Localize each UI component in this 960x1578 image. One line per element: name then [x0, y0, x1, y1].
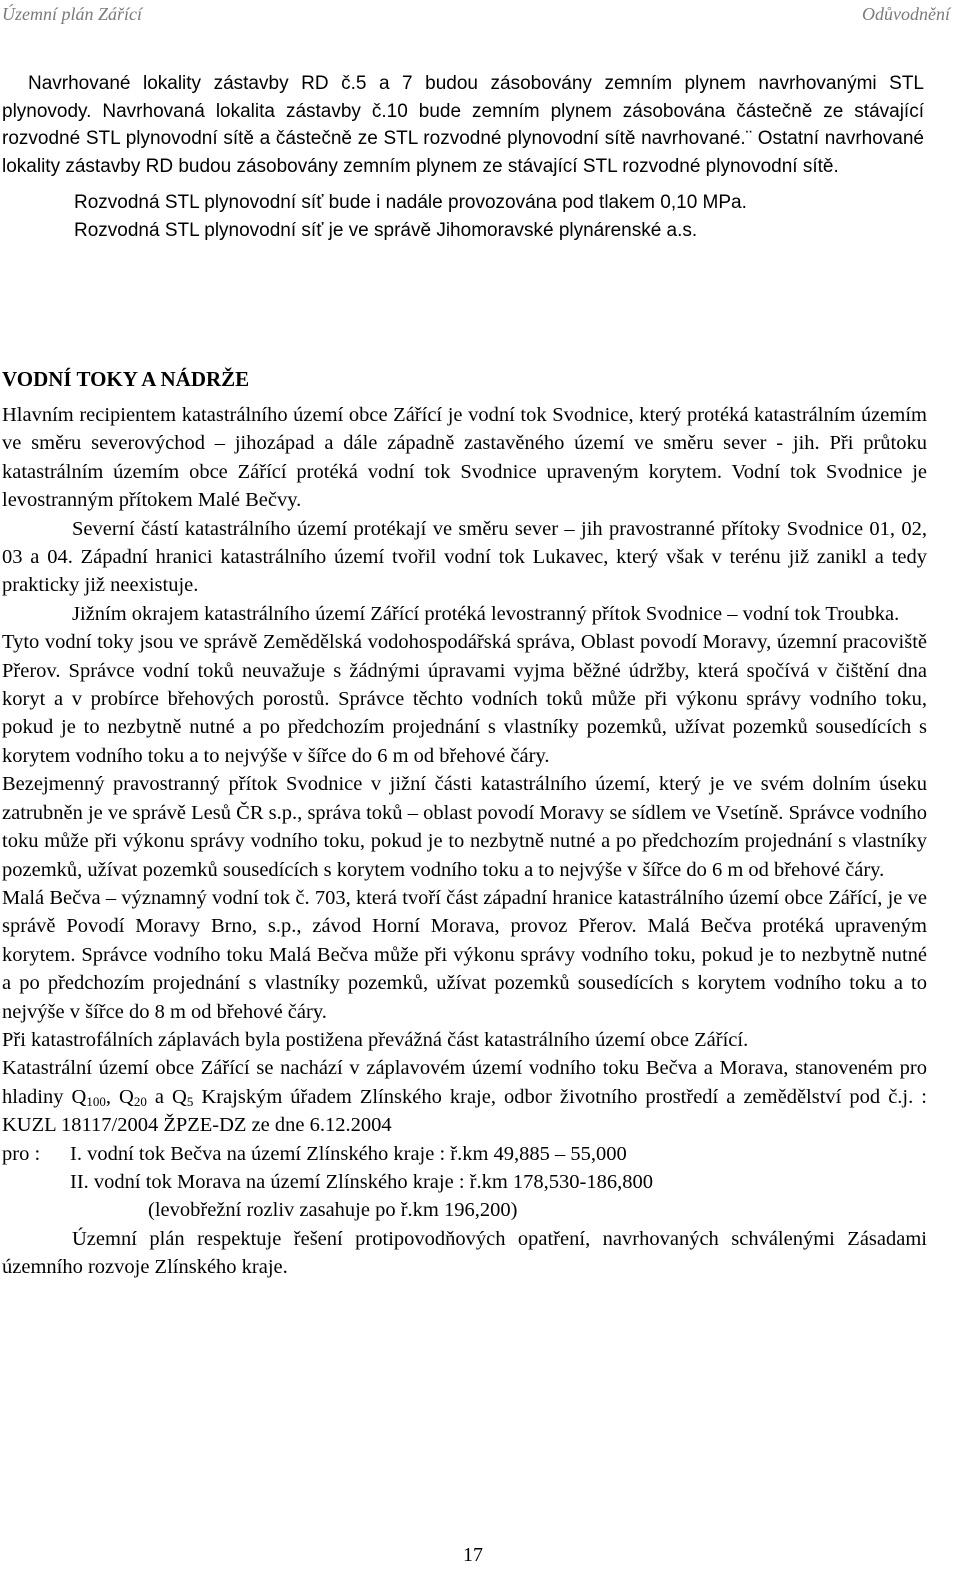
water-paragraph-conclusion: Územní plán respektuje řešení protipovodňových opatření, navrhovaných schválenými Zásadami územního rozvoje Zlínského kraje.	[2, 1227, 927, 1279]
water-paragraph-north: Severní částí katastrálního území protékají ve směru sever – jih pravostranné přítoky Svodnice 01, 02, 03 a 04. Západní hranici katastrálního území tvořil vodní tok Lukavec, který však v terénu již zanikl a tedy prakticky již neexistuje.	[2, 517, 927, 597]
page-header	[2, 4, 950, 28]
header-section-title: Odůvodnění	[862, 4, 950, 24]
gas-network-notes	[2, 189, 924, 244]
gas-paragraph: Navrhované lokality zástavby RD č.5 a 7 budou zásobovány zemním plynem navrhovanými STL plynovody. Navrhovaná lokalita zástavby č.10 bude zemním plynem zásobována částečně ze stávající rozvodné STL plynovodní sítě a částečně ze STL rozvodné plynovodní sítě navrhované.¨ Ostatní navrhované lokality zástavby RD budou zásobovány zemním plynem ze stávající STL rozvodné plynovodní sítě.	[2, 73, 924, 177]
flood-list-item-morava: II. vodní tok Morava na území Zlínského kraje : ř.km 178,530-186,800	[70, 1170, 653, 1193]
water-paragraph-flood-zone	[2, 1054, 927, 1139]
water-paragraph-management: Tyto vodní toky jsou ve správě Zemědělská vodohospodářská správa, Oblast povodí Moravy, územní pracoviště Přerov. Správce vodní toků neuvažuje s žádnými úpravami vyjma běžné údržby, která spočívá v čištění dna koryt a v probírce břehových porostů. Správce těchto vodních toků může při výkonu správy vodního toku, pokud je to nezbytně nutné a po předchozím projednání s vlastníky pozemků, užívat pozemků sousedících s korytem vodního toku a to nejvýše v šířce do 6 m od břehové čáry.	[2, 631, 927, 767]
page-number: 17	[463, 1544, 483, 1566]
water-paragraph-tributary: Bezejmenný pravostranný přítok Svodnice v jižní části katastrálního území, který je ve svém dolním úseku zatrubněn je ve správě Lesů ČR s.p., správa toků – oblast povodí Moravy se sídlem ve Vsetíně. Správce vodního toku může při výkonu správy vodního toku, pokud je to nezbytně nutné a po předchozím projednání s vlastníky pozemků, užívat pozemků sousedících s korytem vodního toku a to nejvýše v šířce do 6 m od břehové čáry.	[2, 773, 927, 881]
header-document-title: Územní plán Zářící	[2, 4, 143, 24]
gas-operator-line: Rozvodná STL plynovodní síť je ve správě Jihomoravské plynárenské a.s.	[74, 219, 698, 241]
flood-list-item-becva: I. vodní tok Bečva na území Zlínského kraje : ř.km 49,885 – 55,000	[70, 1142, 627, 1165]
water-paragraph-floods: Při katastrofálních záplavách byla postižena převážná část katastrálního území obce Zářící.	[2, 1028, 749, 1051]
q20-subscript: 20	[133, 1093, 147, 1109]
flood-zone-text-d: Krajským úřadem Zlínského kraje, odbor životního prostředí a zemědělství pod č.j. : KUZL 18117/2004 ŽPZE-DZ ze dne 6.12.2004	[2, 1085, 928, 1137]
water-paragraph-mala-becva: Malá Bečva – významný vodní tok č. 703, která tvoří část západní hranice katastrálního území obce Zářící, je ve správě Povodí Moravy Brno, s.p., závod Horní Morava, provoz Přerov. Malá Bečva protéká upraveným korytem. Správce vodního toku Malá Bečva může při výkonu správy vodního toku, pokud je to nezbytně nutné a po předchozím projednání s vlastníky pozemků, užívat pozemků sousedících s korytem vodního toku a to nejvýše v šířce do 8 m od břehové čáry.	[2, 886, 927, 1023]
flood-list-item-note: (levobřežní rozliv zasahuje po ř.km 196,200)	[148, 1199, 518, 1222]
gas-supply-section	[2, 70, 924, 244]
q5-subscript: 5	[186, 1093, 194, 1109]
water-paragraph-south: Jižním okrajem katastrálního území Zářící protéká levostranný přítok Svodnice – vodní tok Troubka.	[72, 602, 900, 625]
flood-zone-text-c: a Q	[146, 1085, 187, 1108]
flood-zone-text-b: , Q	[105, 1085, 134, 1108]
flood-zone-text-a: Katastrální území obce Zářící se nachází v záplavovém území vodního toku Bečva a Morava, stanoveném pro hladiny Q	[2, 1057, 927, 1108]
gas-pressure-line: Rozvodná STL plynovodní síť bude i nadále provozována pod tlakem 0,10 MPa.	[74, 192, 747, 213]
section-heading: VODNÍ TOKY A NÁDRŽE	[2, 367, 250, 391]
q100-subscript: 100	[86, 1093, 106, 1109]
flood-list-label: pro :	[2, 1142, 41, 1165]
water-section	[2, 365, 927, 1282]
flood-list-row-1	[2, 1140, 927, 1168]
water-paragraph-main: Hlavním recipientem katastrálního území obce Zářící je vodní tok Svodnice, který protéká katastrálním územím ve směru severovýchod – jihozápad a dále západně zastavěného území ve směru sever - jih. Při průtoku katastrálním územím obce Zářící protéká vodní tok Svodnice upraveným korytem. Vodní tok Svodnice je levostranným přítokem Malé Bečvy.	[2, 404, 927, 512]
